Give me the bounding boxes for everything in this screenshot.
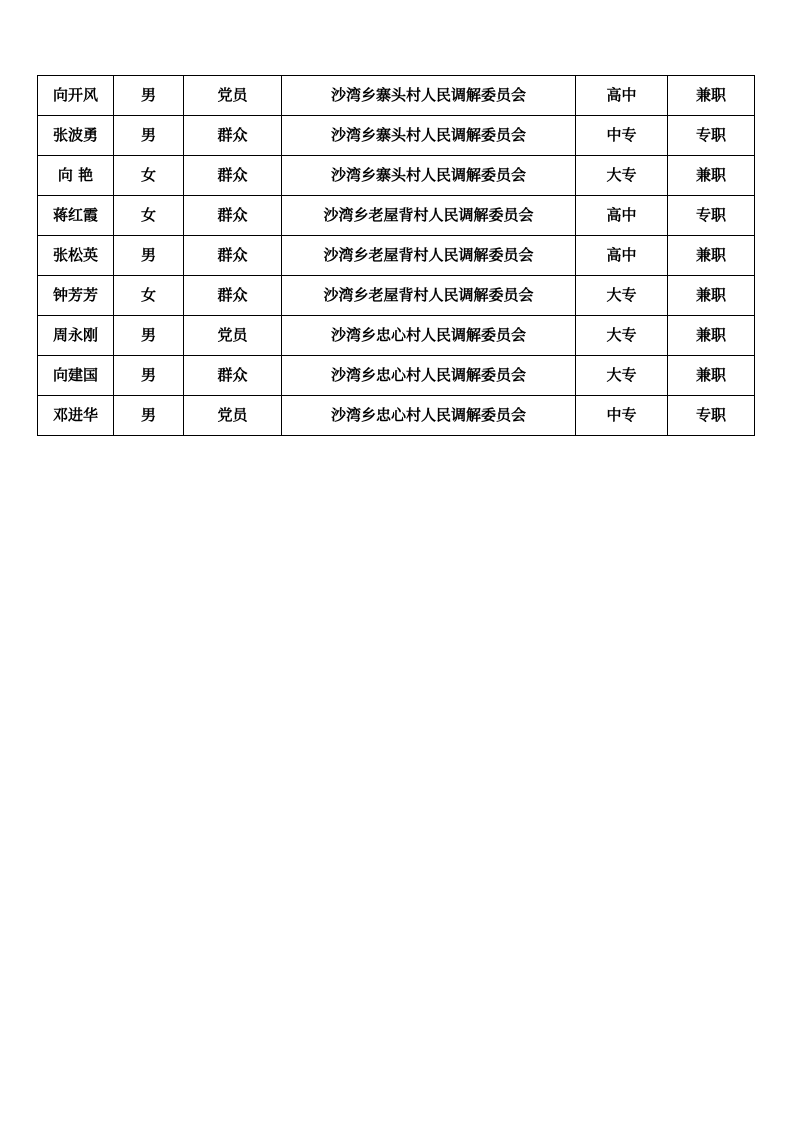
- political-status-cell: 群众: [184, 276, 282, 316]
- gender-cell: 男: [114, 396, 184, 436]
- employment-type-cell: 兼职: [668, 356, 755, 396]
- table-row: [38, 116, 755, 156]
- employment-type-cell: 兼职: [668, 236, 755, 276]
- education-cell: 大专: [576, 316, 668, 356]
- organization-cell: 沙湾乡忠心村人民调解委员会: [282, 356, 576, 396]
- political-status-cell: 党员: [184, 316, 282, 356]
- organization-cell: 沙湾乡寨头村人民调解委员会: [282, 156, 576, 196]
- table-row: [38, 316, 755, 356]
- gender-cell: 女: [114, 276, 184, 316]
- employment-type-cell: 兼职: [668, 276, 755, 316]
- table-row: [38, 156, 755, 196]
- gender-cell: 男: [114, 316, 184, 356]
- table-row: [38, 76, 755, 116]
- organization-cell: 沙湾乡寨头村人民调解委员会: [282, 76, 576, 116]
- organization-cell: 沙湾乡老屋背村人民调解委员会: [282, 276, 576, 316]
- gender-cell: 女: [114, 156, 184, 196]
- gender-cell: 男: [114, 76, 184, 116]
- organization-cell: 沙湾乡寨头村人民调解委员会: [282, 116, 576, 156]
- organization-cell: 沙湾乡老屋背村人民调解委员会: [282, 236, 576, 276]
- political-status-cell: 群众: [184, 156, 282, 196]
- education-cell: 高中: [576, 196, 668, 236]
- gender-cell: 男: [114, 236, 184, 276]
- name-cell: 张波勇: [38, 116, 114, 156]
- table-row: [38, 276, 755, 316]
- political-status-cell: 群众: [184, 356, 282, 396]
- organization-cell: 沙湾乡忠心村人民调解委员会: [282, 316, 576, 356]
- table-row: [38, 236, 755, 276]
- mediator-roster-table: [37, 75, 755, 436]
- political-status-cell: 群众: [184, 236, 282, 276]
- table-row: [38, 196, 755, 236]
- political-status-cell: 群众: [184, 116, 282, 156]
- gender-cell: 女: [114, 196, 184, 236]
- name-cell: 钟芳芳: [38, 276, 114, 316]
- name-cell: 向开风: [38, 76, 114, 116]
- name-cell: 向建国: [38, 356, 114, 396]
- name-cell: 周永刚: [38, 316, 114, 356]
- name-cell: 向 艳: [38, 156, 114, 196]
- political-status-cell: 党员: [184, 396, 282, 436]
- education-cell: 中专: [576, 116, 668, 156]
- employment-type-cell: 专职: [668, 396, 755, 436]
- employment-type-cell: 兼职: [668, 156, 755, 196]
- education-cell: 大专: [576, 276, 668, 316]
- name-cell: 张松英: [38, 236, 114, 276]
- organization-cell: 沙湾乡老屋背村人民调解委员会: [282, 196, 576, 236]
- table-row: [38, 396, 755, 436]
- education-cell: 中专: [576, 396, 668, 436]
- gender-cell: 男: [114, 116, 184, 156]
- education-cell: 大专: [576, 156, 668, 196]
- employment-type-cell: 专职: [668, 116, 755, 156]
- employment-type-cell: 专职: [668, 196, 755, 236]
- education-cell: 高中: [576, 236, 668, 276]
- name-cell: 蒋红霞: [38, 196, 114, 236]
- political-status-cell: 党员: [184, 76, 282, 116]
- gender-cell: 男: [114, 356, 184, 396]
- name-cell: 邓进华: [38, 396, 114, 436]
- employment-type-cell: 兼职: [668, 316, 755, 356]
- organization-cell: 沙湾乡忠心村人民调解委员会: [282, 396, 576, 436]
- table-row: [38, 356, 755, 396]
- education-cell: 高中: [576, 76, 668, 116]
- political-status-cell: 群众: [184, 196, 282, 236]
- employment-type-cell: 兼职: [668, 76, 755, 116]
- education-cell: 大专: [576, 356, 668, 396]
